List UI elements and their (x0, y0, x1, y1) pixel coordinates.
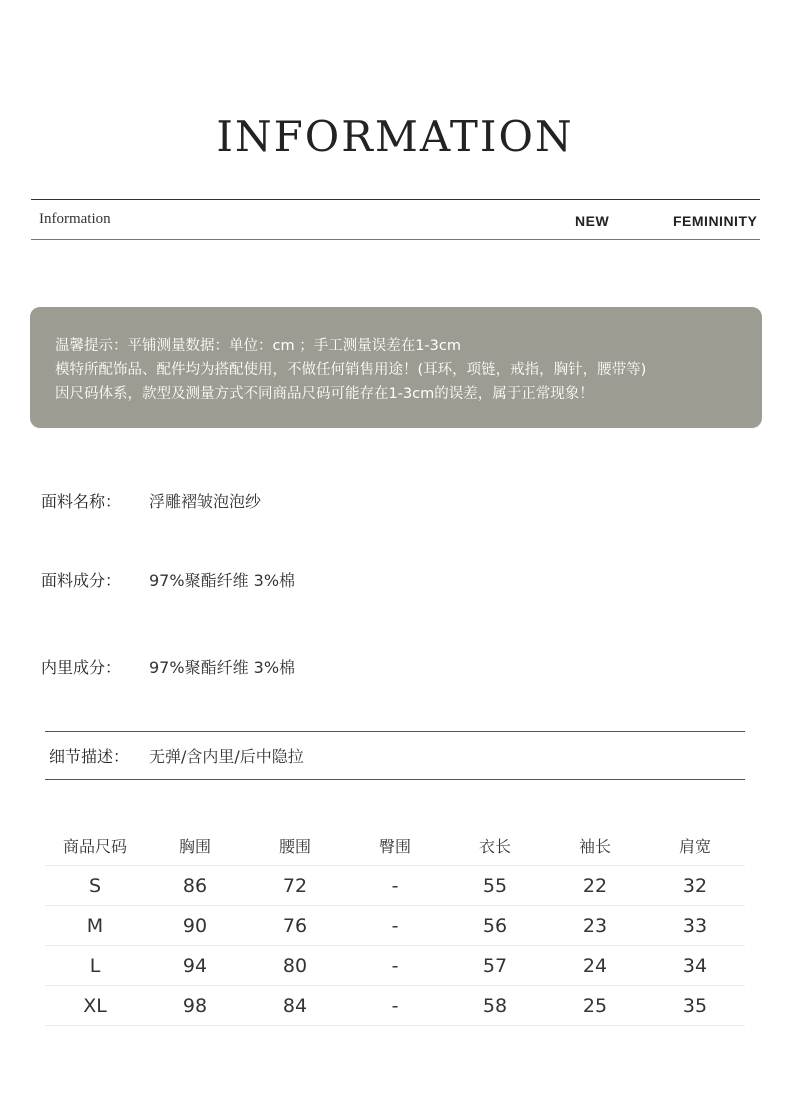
header-sleeve: 袖长 (545, 826, 645, 866)
table-cell: - (345, 986, 445, 1026)
table-cell: 57 (445, 946, 545, 986)
header-top-divider (31, 199, 760, 200)
lining-composition-value: 97%聚酯纤维 3%棉 (149, 658, 296, 677)
table-cell: 58 (445, 986, 545, 1026)
table-cell: 32 (645, 866, 745, 906)
fabric-name-label: 面料名称： (41, 492, 122, 511)
table-row (45, 986, 745, 1026)
header-bust: 胸围 (145, 826, 245, 866)
table-cell: 22 (545, 866, 645, 906)
table-cell: 90 (145, 906, 245, 946)
notice-box (30, 307, 762, 428)
fabric-composition-label: 面料成分： (41, 571, 122, 590)
table-cell: 86 (145, 866, 245, 906)
table-cell: 23 (545, 906, 645, 946)
sub-title-information: Information (39, 211, 111, 227)
sub-title-new: NEW (575, 213, 610, 229)
details-top-divider (45, 731, 745, 732)
table-cell: 84 (245, 986, 345, 1026)
table-cell: 25 (545, 986, 645, 1026)
table-cell: 35 (645, 986, 745, 1026)
details-label: 细节描述： (49, 747, 130, 766)
table-cell: M (45, 906, 145, 946)
fabric-name-value: 浮雕褶皱泡泡纱 (149, 492, 262, 511)
table-cell: 55 (445, 866, 545, 906)
table-cell: - (345, 906, 445, 946)
table-cell: 24 (545, 946, 645, 986)
table-cell: S (45, 866, 145, 906)
table-cell: 76 (245, 906, 345, 946)
header-waist: 腰围 (245, 826, 345, 866)
size-table (45, 826, 745, 1026)
header-hip: 臀围 (345, 826, 445, 866)
page-title: INFORMATION (216, 112, 574, 161)
size-table-header-row (45, 826, 745, 866)
notice-line: 因尺码体系，款型及测量方式不同商品尺码可能存在1-3cm的误差，属于正常现象！ (55, 386, 594, 402)
table-cell: 56 (445, 906, 545, 946)
sub-title-femininity: FEMININITY (673, 213, 758, 229)
table-cell: 33 (645, 906, 745, 946)
lining-composition-label: 内里成分： (41, 658, 122, 677)
notice-line: 模特所配饰品、配件均为搭配使用，不做任何销售用途！(耳环，项链，戒指，胸针，腰带等) (55, 362, 647, 378)
details-bottom-divider (45, 779, 745, 780)
table-cell: 34 (645, 946, 745, 986)
table-cell: L (45, 946, 145, 986)
fabric-composition-value: 97%聚酯纤维 3%棉 (149, 571, 296, 590)
table-cell: 72 (245, 866, 345, 906)
header-length: 衣长 (445, 826, 545, 866)
table-row (45, 866, 745, 906)
table-cell: 80 (245, 946, 345, 986)
table-row (45, 946, 745, 986)
notice-line: 温馨提示：平铺测量数据：单位：cm ；手工测量误差在1-3cm (55, 338, 461, 354)
table-cell: - (345, 946, 445, 986)
table-cell: 98 (145, 986, 245, 1026)
table-cell: - (345, 866, 445, 906)
header-shoulder: 肩宽 (645, 826, 745, 866)
header-bottom-divider (31, 239, 760, 240)
table-row (45, 906, 745, 946)
table-cell: 94 (145, 946, 245, 986)
header-size: 商品尺码 (45, 826, 145, 866)
table-cell: XL (45, 986, 145, 1026)
details-value: 无弹/含内里/后中隐拉 (149, 747, 304, 766)
